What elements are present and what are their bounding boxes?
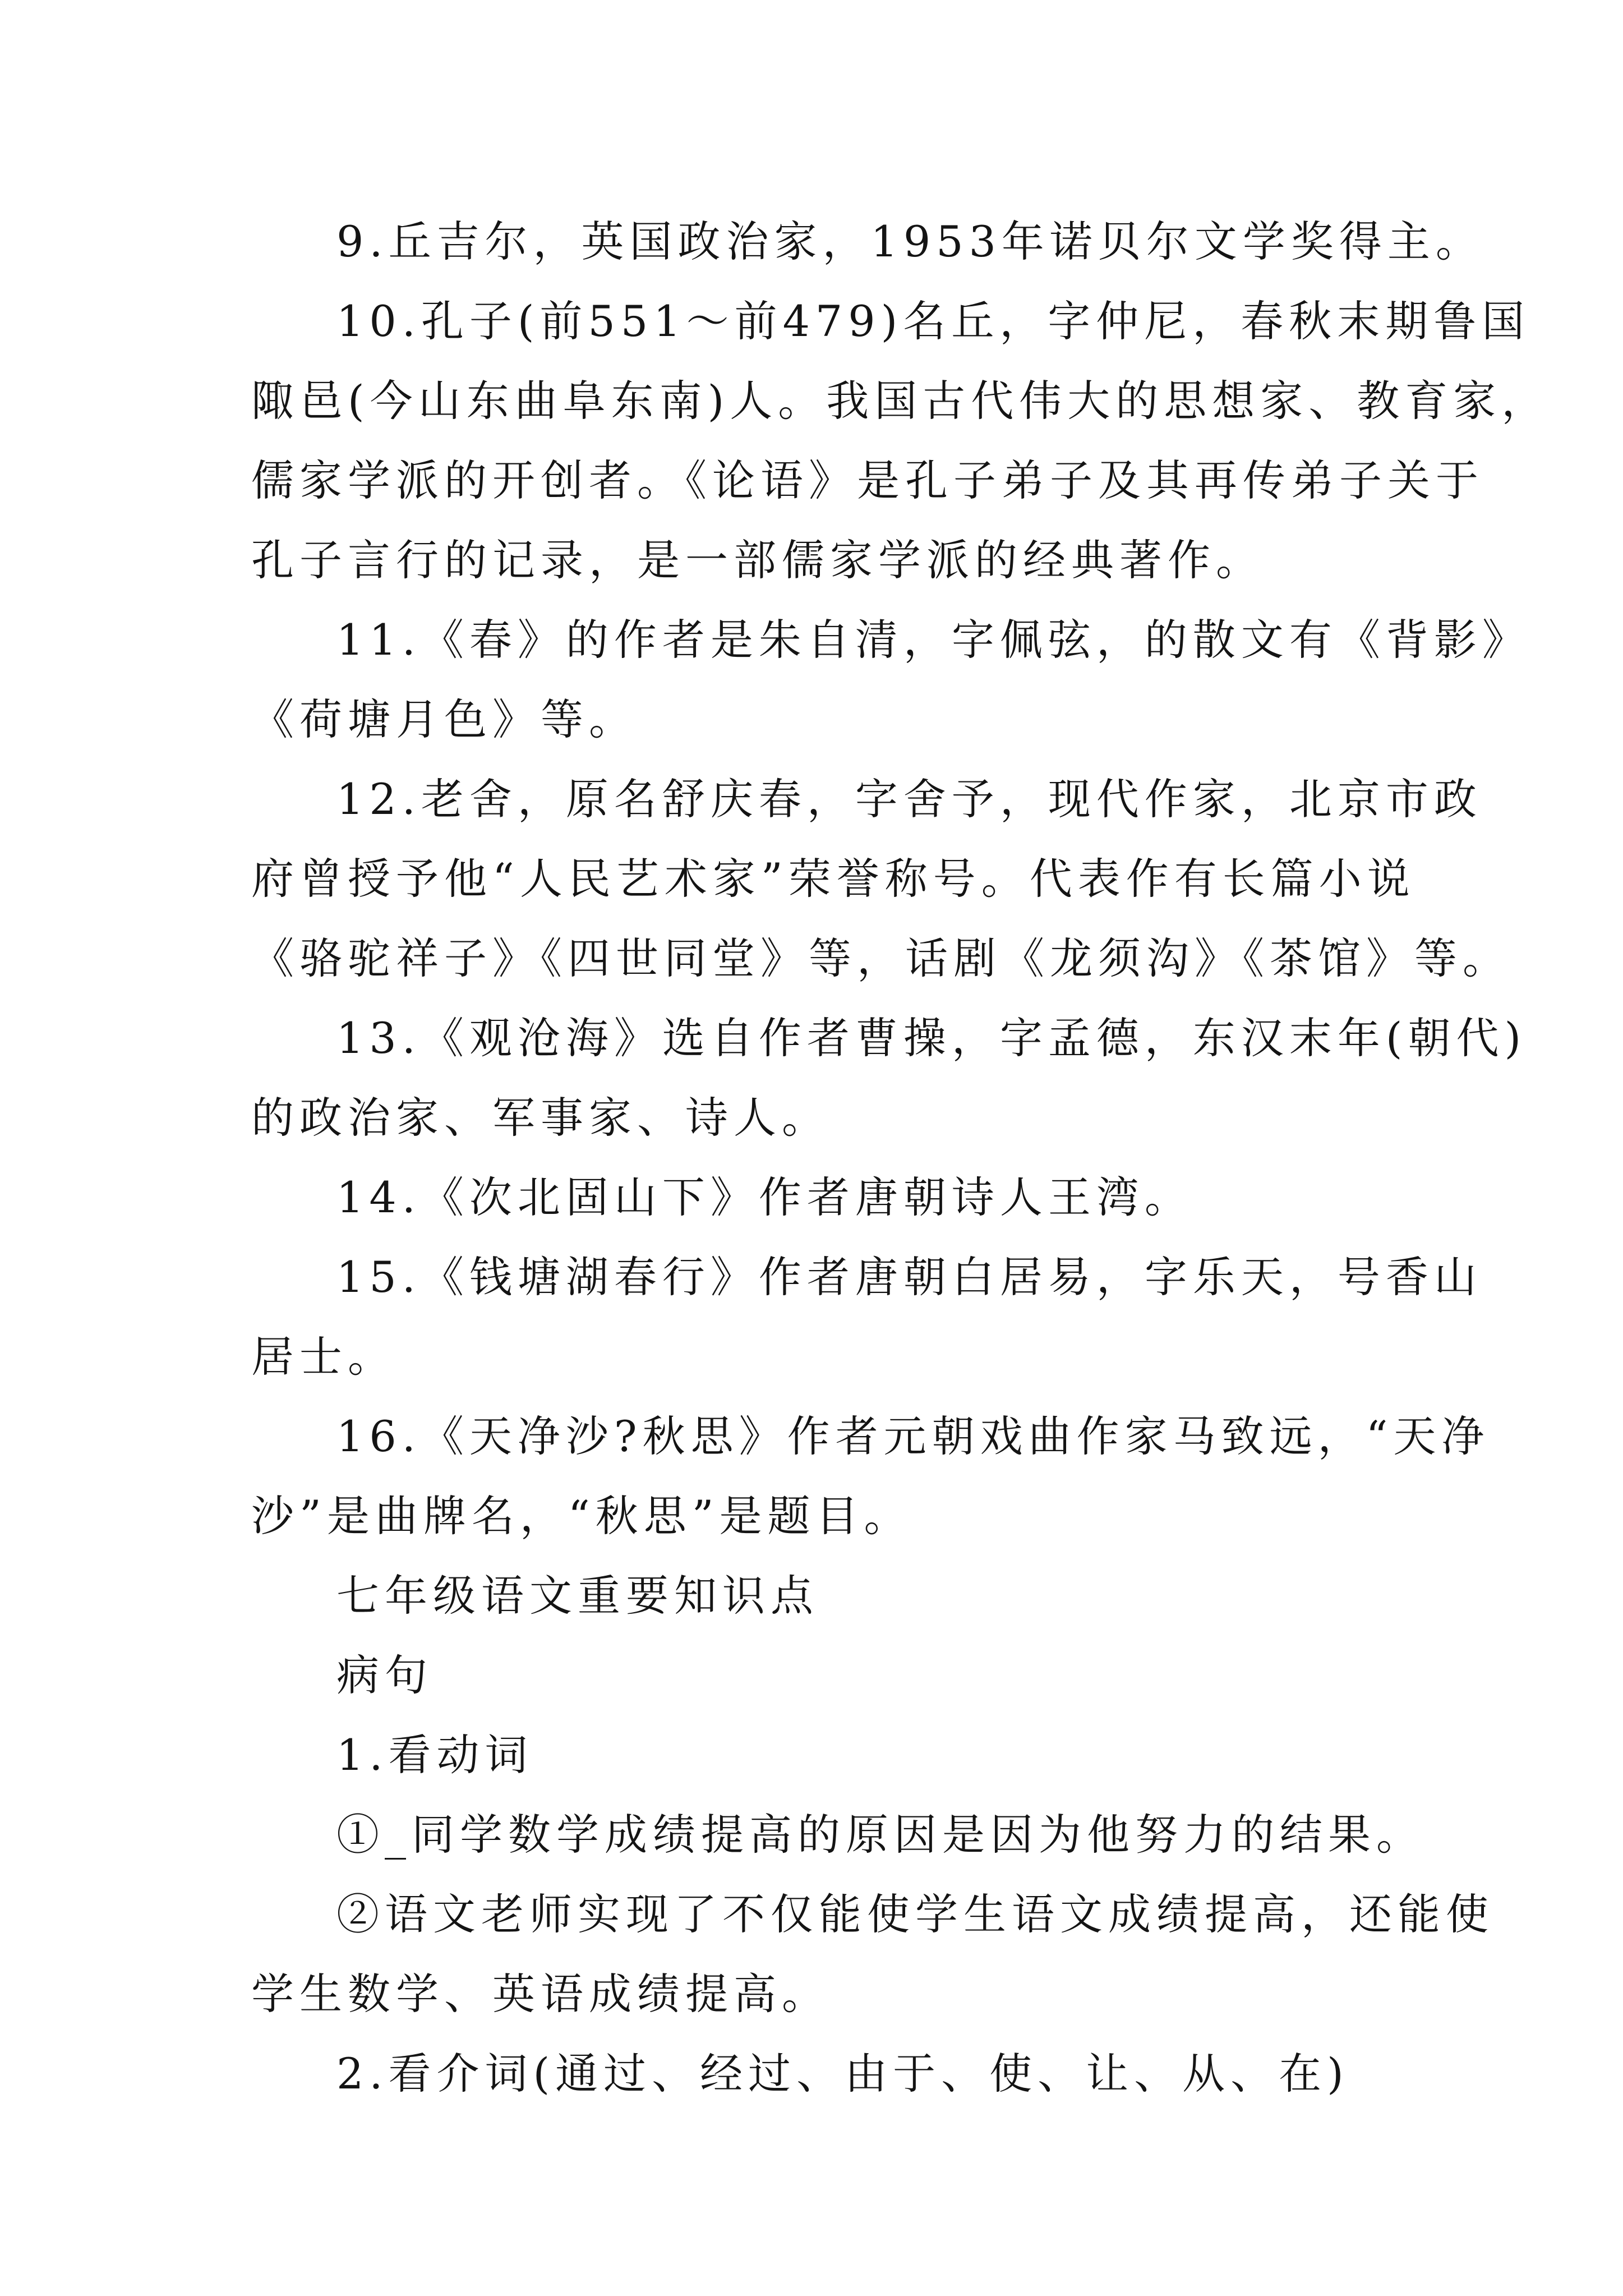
paragraph-wang-wan [251, 1158, 1429, 1237]
heading-line: 2.看介词(通过、经过、由于、使、让、从、在) [336, 2049, 1349, 2099]
example-sentence-2 [251, 1875, 1494, 2034]
paragraph-line: 16.《天净沙?秋思》作者元朝戏曲作家马致远，“天净 [336, 1411, 1490, 1461]
paragraph-line: 学生数学、英语成绩提高。 [251, 1969, 830, 2019]
paragraph-line: 《荷塘月色》等。 [251, 694, 637, 744]
paragraph-churchill [251, 202, 1484, 282]
paragraph-line: 府曾授予他“人民艺术家”荣誉称号。代表作有长篇小说 [251, 854, 1415, 904]
paragraph-line: 的政治家、军事家、诗人。 [251, 1093, 830, 1143]
subsection-heading [251, 1636, 1429, 1715]
heading-line: 七年级语文重要知识点 [336, 1571, 819, 1621]
paragraph-line: 14.《次北固山下》作者唐朝诗人王湾。 [336, 1172, 1193, 1222]
paragraph-line: 居士。 [251, 1332, 396, 1382]
paragraph-line: 12.老舍，原名舒庆春，字舍予，现代作家，北京市政 [336, 774, 1482, 824]
paragraph-cao-cao [251, 999, 1527, 1158]
paragraph-line: 儒家学派的开创者。《论语》是孔子弟子及其再传弟子关于 [251, 455, 1484, 505]
paragraph-line: 《骆驼祥子》《四世同堂》等，话剧《龙须沟》《茶馆》等。 [251, 933, 1511, 983]
section-heading [251, 1556, 1429, 1636]
paragraph-zhu-ziqing [251, 600, 1530, 760]
item-heading-prepositions [251, 2034, 1429, 2114]
paragraph-line: 沙”是曲牌名，“秋思”是题目。 [251, 1491, 912, 1541]
paragraph-line: 15.《钱塘湖春行》作者唐朝白居易，字乐天，号香山 [336, 1252, 1482, 1302]
paragraph-line: ①_同学数学成绩提高的原因是因为他努力的结果。 [336, 1810, 1424, 1860]
paragraph-lao-she [251, 760, 1511, 999]
paragraph-confucius [251, 282, 1550, 600]
document-body [251, 202, 1550, 2114]
paragraph-line: 11.《春》的作者是朱自清，字佩弦，的散文有《背影》 [336, 615, 1530, 665]
paragraph-line: 孔子言行的记录，是一部儒家学派的经典著作。 [251, 535, 1264, 585]
paragraph-bai-juyi [251, 1237, 1482, 1397]
paragraph-line: 13.《观沧海》选自作者曹操，字孟德，东汉末年(朝代) [336, 1013, 1527, 1063]
heading-line: 病句 [336, 1650, 433, 1700]
heading-line: 1.看动词 [336, 1730, 533, 1780]
paragraph-line: 10.孔子(前551～前479)名丘，字仲尼，春秋末期鲁国 [336, 296, 1530, 346]
paragraph-ma-zhiyuan [251, 1397, 1490, 1556]
paragraph-line: 9.丘吉尔，英国政治家，1953年诺贝尔文学奖得主。 [336, 217, 1484, 266]
paragraph-line: 陬邑(今山东曲阜东南)人。我国古代伟大的思想家、教育家， [251, 376, 1550, 426]
item-heading-verbs [251, 1715, 1429, 1795]
example-sentence-1 [251, 1795, 1429, 1875]
paragraph-line: ②语文老师实现了不仅能使学生语文成绩提高，还能使 [336, 1889, 1494, 1939]
